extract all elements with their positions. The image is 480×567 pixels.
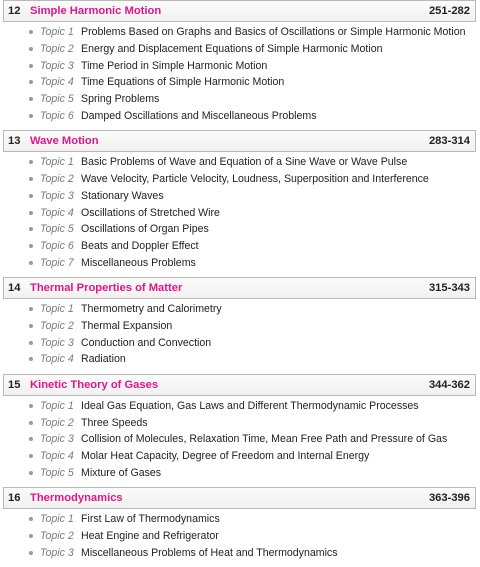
topic-item[interactable] <box>3 204 476 221</box>
topic-item[interactable] <box>3 57 476 74</box>
topic-label: Topic 4 <box>40 206 74 219</box>
bullet-icon <box>29 551 33 555</box>
topic-list <box>3 509 476 567</box>
chapter-number: 16 <box>8 492 21 505</box>
topic-title: Oscillations of Stretched Wire <box>81 206 220 219</box>
topic-title: Radiation <box>81 353 126 366</box>
topic-title: Thermometry and Calorimetry <box>81 303 222 316</box>
topic-title: Stationary Waves <box>81 189 164 202</box>
topic-title: Ideal Gas Equation, Gas Laws and Different Thermodynamic Processes <box>81 400 419 413</box>
bullet-icon <box>29 227 33 231</box>
bullet-icon <box>29 160 33 164</box>
topic-item[interactable] <box>3 351 476 368</box>
topic-item[interactable] <box>3 74 476 91</box>
chapter-section <box>3 277 476 374</box>
topic-label: Topic 1 <box>40 26 74 39</box>
topic-label: Topic 5 <box>40 223 74 236</box>
topic-item[interactable] <box>3 254 476 271</box>
topic-list <box>3 396 476 487</box>
bullet-icon <box>29 80 33 84</box>
bullet-icon <box>29 261 33 265</box>
topic-title: Wave Velocity, Particle Velocity, Loudness, Superposition and Interference <box>81 173 429 186</box>
chapter-page-range: 315-343 <box>428 281 470 294</box>
topic-label: Topic 6 <box>40 109 74 122</box>
topic-list <box>3 22 476 130</box>
topic-item[interactable] <box>3 448 476 465</box>
topic-title: Oscillations of Organ Pipes <box>81 223 209 236</box>
topic-title: First Law of Thermodynamics <box>81 513 220 526</box>
topic-label: Topic 3 <box>40 546 74 559</box>
topic-title: Time Period in Simple Harmonic Motion <box>81 59 268 72</box>
chapter-header <box>3 0 476 22</box>
topic-title: Beats and Doppler Effect <box>81 239 199 252</box>
topic-item[interactable] <box>3 301 476 318</box>
topic-title: Miscellaneous Problems <box>81 256 196 269</box>
topic-item[interactable] <box>3 154 476 171</box>
chapter-title[interactable]: Simple Harmonic Motion <box>30 5 162 17</box>
bullet-icon <box>29 404 33 408</box>
bullet-icon <box>29 47 33 51</box>
topic-label: Topic 2 <box>40 173 74 186</box>
bullet-icon <box>29 307 33 311</box>
topic-label: Topic 2 <box>40 530 74 543</box>
topic-label: Topic 4 <box>40 353 74 366</box>
chapter-title[interactable]: Thermal Properties of Matter <box>30 281 183 294</box>
topic-list <box>3 152 476 277</box>
chapter-number: 15 <box>8 378 21 391</box>
topic-item[interactable] <box>3 188 476 205</box>
topic-label: Topic 1 <box>40 400 74 413</box>
bullet-icon <box>29 324 33 328</box>
topic-item[interactable] <box>3 238 476 255</box>
chapter-section <box>3 487 476 567</box>
topic-list <box>3 299 476 374</box>
topic-label: Topic 3 <box>40 336 74 349</box>
chapter-title[interactable]: Kinetic Theory of Gases <box>30 378 159 391</box>
topic-label: Topic 4 <box>40 450 74 463</box>
topic-title: Spring Problems <box>81 93 160 106</box>
topic-title: Damped Oscillations and Miscellaneous Problems <box>81 109 317 122</box>
topic-title: Collision of Molecules, Relaxation Time, Mean Free Path and Pressure of Gas <box>81 433 448 446</box>
bullet-icon <box>29 357 33 361</box>
topic-title: Basic Problems of Wave and Equation of a Sine Wave or Wave Pulse <box>81 156 408 169</box>
bullet-icon <box>29 534 33 538</box>
topic-label: Topic 3 <box>40 189 74 202</box>
topic-label: Topic 1 <box>40 513 74 526</box>
topic-title: Heat Engine and Refrigerator <box>81 530 219 543</box>
bullet-icon <box>29 194 33 198</box>
topic-label: Topic 2 <box>40 416 74 429</box>
topic-label: Topic 5 <box>40 93 74 106</box>
topic-item[interactable] <box>3 334 476 351</box>
chapter-section <box>3 130 476 277</box>
topic-item[interactable] <box>3 545 476 562</box>
topic-label: Topic 4 <box>40 76 74 89</box>
bullet-icon <box>29 341 33 345</box>
chapter-page-range: 251-282 <box>428 5 470 17</box>
topic-item[interactable] <box>3 107 476 124</box>
chapter-section <box>3 374 476 487</box>
topic-title: Energy and Displacement Equations of Simple Harmonic Motion <box>81 43 383 56</box>
chapter-header <box>3 374 476 396</box>
bullet-icon <box>29 177 33 181</box>
topic-item[interactable] <box>3 41 476 58</box>
topic-title: Thermal Expansion <box>81 319 173 332</box>
topic-label: Topic 3 <box>40 433 74 446</box>
topic-item[interactable] <box>3 511 476 528</box>
chapter-header <box>3 487 476 509</box>
topic-item[interactable] <box>3 171 476 188</box>
bullet-icon <box>29 244 33 248</box>
bullet-icon <box>29 211 33 215</box>
bullet-icon <box>29 454 33 458</box>
chapter-number: 12 <box>8 5 21 17</box>
topic-item[interactable] <box>3 398 476 415</box>
topic-label: Topic 6 <box>40 239 74 252</box>
topic-title: Three Speeds <box>81 416 148 429</box>
topic-item[interactable] <box>3 414 476 431</box>
chapter-number: 14 <box>8 281 21 294</box>
topic-item[interactable] <box>3 318 476 335</box>
topic-title: Molar Heat Capacity, Degree of Freedom and Internal Energy <box>81 450 370 463</box>
topic-title: Conduction and Convection <box>81 336 212 349</box>
topic-title: Miscellaneous Problems of Heat and Thermodynamics <box>81 546 338 559</box>
chapter-title[interactable]: Thermodynamics <box>30 492 123 505</box>
bullet-icon <box>29 437 33 441</box>
bullet-icon <box>29 30 33 34</box>
chapter-page-range: 283-314 <box>428 135 470 148</box>
chapter-section <box>3 0 476 130</box>
topic-title: Time Equations of Simple Harmonic Motion <box>81 76 285 89</box>
topic-item[interactable] <box>3 221 476 238</box>
chapter-number: 13 <box>8 135 21 148</box>
bullet-icon <box>29 421 33 425</box>
topic-item[interactable] <box>3 91 476 108</box>
topic-title: Problems Based on Graphs and Basics of Oscillations or Simple Harmonic Motion <box>81 26 466 39</box>
chapter-header <box>3 277 476 299</box>
bullet-icon <box>29 517 33 521</box>
topic-label: Topic 7 <box>40 256 74 269</box>
topic-label: Topic 2 <box>40 319 74 332</box>
chapter-page-range: 363-396 <box>428 492 470 505</box>
bullet-icon <box>29 471 33 475</box>
topic-label: Topic 3 <box>40 59 74 72</box>
topic-label: Topic 2 <box>40 43 74 56</box>
topic-item[interactable] <box>3 464 476 481</box>
topic-item[interactable] <box>3 24 476 41</box>
chapter-page-range: 344-362 <box>428 378 470 391</box>
bullet-icon <box>29 97 33 101</box>
bullet-icon <box>29 114 33 118</box>
topic-label: Topic 1 <box>40 156 74 169</box>
topic-label: Topic 1 <box>40 303 74 316</box>
topic-title: Mixture of Gases <box>81 466 162 479</box>
topic-label: Topic 5 <box>40 466 74 479</box>
chapter-title[interactable]: Wave Motion <box>30 135 99 148</box>
bullet-icon <box>29 64 33 68</box>
chapter-header <box>3 130 476 152</box>
topic-item[interactable] <box>3 528 476 545</box>
topic-item[interactable] <box>3 431 476 448</box>
